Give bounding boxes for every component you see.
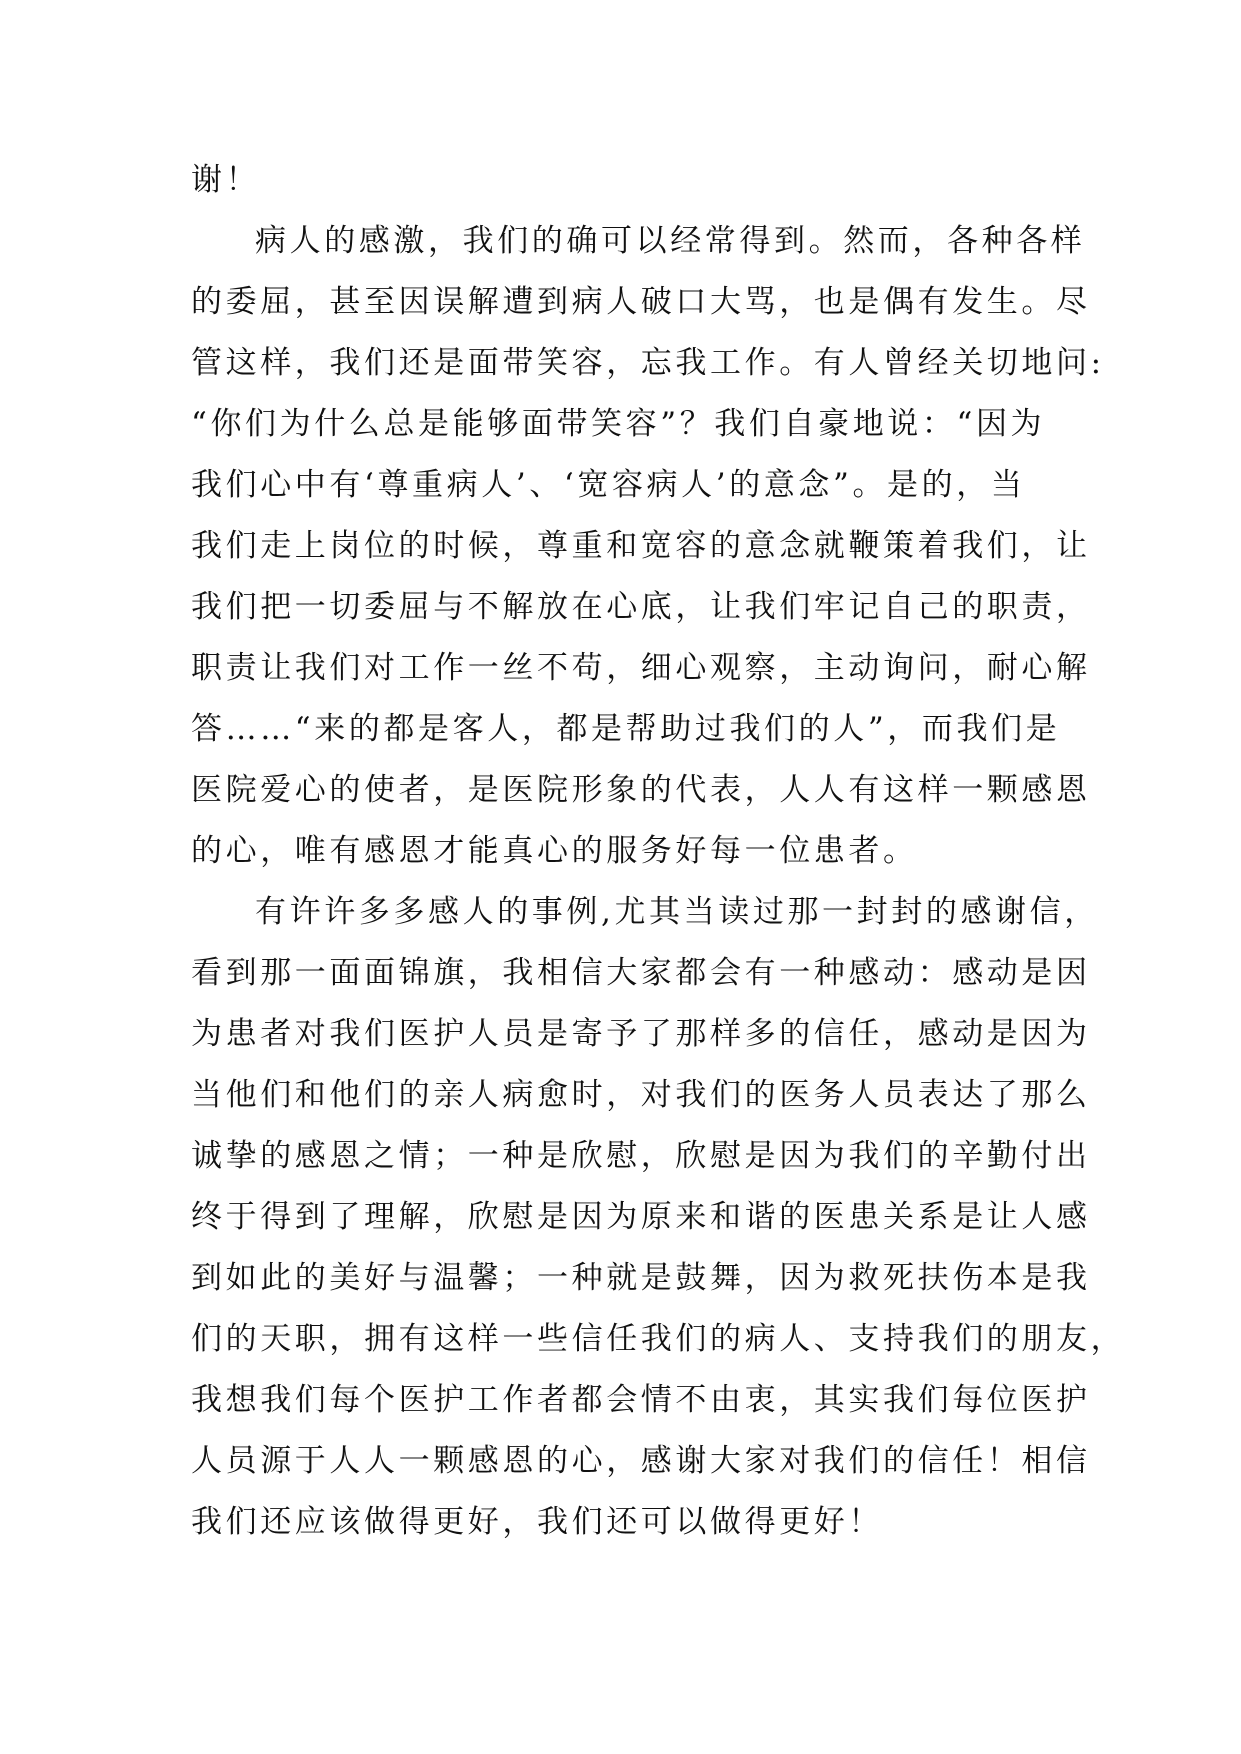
paragraph-first-line: 病人的感激，我们的确可以经常得到。然而，各种各样 [255,223,1086,259]
text-line: 职责让我们对工作一丝不苟，细心观察，主动询问，耐心解 [191,650,1091,686]
text-line: 管这样，我们还是面带笑容，忘我工作。有人曾经关切地问: [191,345,1105,381]
text-line: 谢！ [191,162,261,198]
text-line: 答……“来的都是客人，都是帮助过我们的人”，而我们是 [191,711,1061,747]
text-line: 我们走上岗位的时候，尊重和宽容的意念就鞭策着我们，让 [191,528,1091,564]
document-body [191,150,1126,1553]
text-line: 看到那一面面锦旗，我相信大家都会有一种感动：感动是因 [191,955,1091,991]
text-line: 的委屈，甚至因误解遭到病人破口大骂，也是偶有发生。尽 [191,284,1091,320]
text-line: 终于得到了理解，欣慰是因为原来和谐的医患关系是让人感 [191,1199,1091,1235]
text-line: 们的天职，拥有这样一些信任我们的病人、支持我们的朋友， [191,1321,1126,1357]
text-line: 为患者对我们医护人员是寄予了那样多的信任，感动是因为 [191,1016,1091,1052]
text-line: 我想我们每个医护工作者都会情不由衷，其实我们每位医护 [191,1382,1091,1418]
text-line: 医院爱心的使者，是医院形象的代表，人人有这样一颗感恩 [191,772,1091,808]
text-line: 到如此的美好与温馨；一种就是鼓舞，因为救死扶伤本是我 [191,1260,1091,1296]
text-line: “你们为什么总是能够面带笑容”？我们自豪地说：“因为 [191,406,1046,442]
text-line: 的心，唯有感恩才能真心的服务好每一位患者。 [191,833,918,869]
text-line: 当他们和他们的亲人病愈时，对我们的医务人员表达了那么 [191,1077,1091,1113]
text-line: 我们把一切委屈与不解放在心底，让我们牢记自己的职责， [191,589,1091,625]
paragraph-first-line: 有许许多多感人的事例,尤其当读过那一封封的感谢信， [255,894,1099,930]
text-line: 我们心中有‘尊重病人’、‘宽容病人’的意念”。是的，当 [191,467,1026,503]
text-line: 我们还应该做得更好，我们还可以做得更好！ [191,1504,883,1540]
text-line: 人员源于人人一颗感恩的心，感谢大家对我们的信任！相信 [191,1443,1091,1479]
text-line: 诚挚的感恩之情；一种是欣慰，欣慰是因为我们的辛勤付出 [191,1138,1091,1174]
